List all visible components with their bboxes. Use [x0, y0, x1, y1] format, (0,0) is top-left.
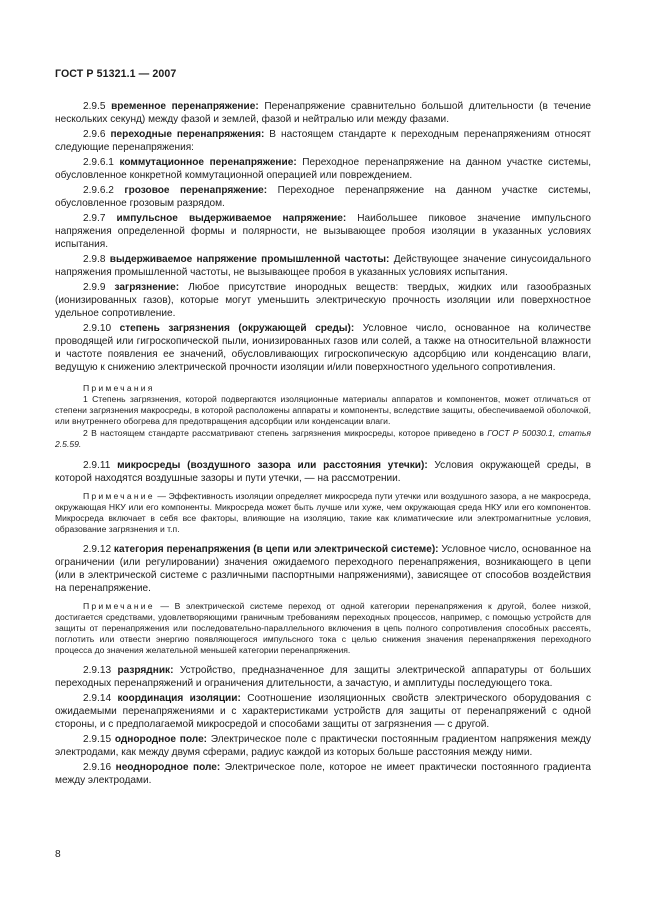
- clause-number: 2.9.8: [83, 254, 106, 265]
- clause-number: 2.9.5: [83, 101, 106, 112]
- definitions-block-2: [55, 459, 591, 485]
- term: разрядник:: [117, 665, 174, 676]
- definition-text: В настоящем стандарте к переходным перенапряжениям относят следующие перенапряжения:: [55, 129, 591, 153]
- term: временное перенапряжение:: [111, 101, 259, 112]
- definition-text: Условное число, основанное на количестве проводящей или гигроскопической пыли, ионизированных газов или солей, а также на относительной влажности и частоте появления ее значений, обусловливающих гигроскопическую адсорбцию или конденсацию влаги, ведущую к снижению электрической прочности изоляции и/или поверхностного удельного сопротивления.: [55, 323, 591, 373]
- term: однородное поле:: [114, 734, 208, 745]
- term: категория перенапряжения (в цепи или электрической системе):: [113, 544, 439, 555]
- term: переходные перенапряжения:: [110, 129, 265, 140]
- term: импульсное выдерживаемое напряжение:: [116, 213, 347, 224]
- term: коммутационное перенапряжение:: [119, 157, 297, 168]
- standard-header: ГОСТ Р 51321.1 — 2007: [55, 68, 177, 80]
- definition-2-9-11: [55, 459, 591, 485]
- definitions-block-4: [55, 664, 591, 787]
- clause-number: 2.9.11: [83, 460, 111, 471]
- definition-2-9-6-2: [55, 184, 591, 210]
- term: грозовое перенапряжение:: [124, 185, 268, 196]
- clause-number: 2.9.7: [83, 213, 106, 224]
- definition-text: Электрическое поле с практически постоянным градиентом напряжения между электродами, как между двумя сферами, радиус каждой из которых больше расстояния между ними.: [55, 734, 591, 758]
- term: степень загрязнения (окружающей среды):: [119, 323, 355, 334]
- note-2-text: 2 В настоящем стандарте рассматривают степень загрязнения микросреды, которое приведено в: [83, 428, 488, 438]
- note-label: Примечание: [83, 601, 155, 611]
- definition-2-9-15: [55, 733, 591, 759]
- clause-number: 2.9.13: [83, 665, 112, 676]
- definition-2-9-10: [55, 322, 591, 374]
- definition-text: Условия окружающей среды, в которой находятся воздушные зазоры и пути утечки, — на рассмотрении.: [55, 460, 591, 484]
- definition-text: Соотношение изоляционных свойств электрического оборудования с ожидаемыми перенапряжениями и с характеристиками устройств для защиты от перенапряжений с одной стороны, и с предполагаемой микросредой и способами защиты от загрязнения — с другой.: [55, 693, 591, 730]
- term: координация изоляции:: [117, 693, 241, 704]
- definition-text: Устройство, предназначенное для защиты электрической аппаратуры от больших переходных перенапряжений и ограничения длительности, а зачастую, и амплитуды последующего тока.: [55, 665, 591, 689]
- definitions-block-3: [55, 543, 591, 595]
- term: загрязнение:: [114, 282, 180, 293]
- definition-2-9-8: [55, 253, 591, 279]
- note-microenvironment: [55, 491, 591, 535]
- definition-text: Условное число, основанное на ограничении (или регулировании) значения ожидаемого переходного перенапряжения, возникающего в цепи (или в электрической системе с различными паспортными напряжениями), зависящее от способов воздействия на перенапряжение.: [55, 544, 592, 594]
- definition-text: Любое присутствие инородных веществ: твердых, жидких или газообразных (ионизированных газов), которые могут уменьшить электрическую прочность изоляции или поверхностное удельное сопротивление.: [55, 282, 591, 319]
- clause-number: 2.9.6.2: [83, 185, 114, 196]
- clause-number: 2.9.10: [83, 323, 112, 334]
- note-2: [55, 428, 591, 450]
- definition-2-9-13: [55, 664, 591, 690]
- note-overvoltage-category: [55, 601, 591, 656]
- notes-block-1: [55, 383, 591, 450]
- note-2-reference: ГОСТ Р 50030.1, статья 2.5.59.: [55, 428, 591, 449]
- definition-2-9-14: [55, 692, 591, 731]
- definition-2-9-12: [55, 543, 591, 595]
- clause-number: 2.9.14: [83, 693, 112, 704]
- clause-number: 2.9.9: [83, 282, 106, 293]
- note-text: — В электрической системе переход от одной категории перенапряжения к другой, более низкой, достигается средствами, удовлетворяющими граничным требованиям переходных процессов, например, с помощью устройств для защиты от перенапряжения или последовательно-параллельного включения в цепь полного сопротивления способных рассеять, поглотить или отвести энергию появляющегося импульсного тока с целью снижения значения перенапряжения переходного процесса до значения желательной меньшей категории перенапряжения.: [55, 601, 591, 655]
- note-text: — Эффективность изоляции определяет микросреда пути утечки или воздушного зазора, а не макросреда, окружающая НКУ или его компоненты. Микросреда может быть лучше или хуже, чем окружающая среда НКУ или его компонентов. Микросреда включает в себя все факторы, влияющие на изоляцию, такие как климатические или электромагнитные условия, образование загрязнения и т.п.: [55, 491, 591, 534]
- definition-text: Наибольшее пиковое значение импульсного напряжения определенной формы и полярности, не вызывающее пробоя изоляции в указанных условиях испытания.: [55, 213, 591, 250]
- definition-2-9-7: [55, 212, 591, 251]
- definition-2-9-16: [55, 761, 591, 787]
- term: микросреды (воздушного зазора или расстояния утечки):: [117, 460, 428, 471]
- definition-2-9-6-1: [55, 156, 591, 182]
- definitions-block-1: [55, 100, 591, 374]
- note-label: Примечание: [83, 491, 155, 501]
- term: неоднородное поле:: [115, 762, 221, 773]
- definition-text: Электрическое поле, которое не имеет практически постоянного градиента между электродами.: [55, 762, 591, 786]
- clause-number: 2.9.6: [83, 129, 106, 140]
- notes-title: Примечания: [83, 383, 155, 393]
- definition-text: Действующее значение синусоидального напряжения промышленной частоты, не вызывающее пробоя в указанных условиях испытания.: [55, 254, 592, 278]
- document-body: [55, 100, 591, 789]
- term: выдерживаемое напряжение промышленной частоты:: [109, 254, 390, 265]
- definition-2-9-9: [55, 281, 591, 320]
- definition-text: Переходное перенапряжение на данном участке системы, обусловленное конкретной коммутационной операцией или повреждением.: [55, 157, 591, 181]
- clause-number: 2.9.15: [83, 734, 112, 745]
- definition-2-9-5: [55, 100, 591, 126]
- note-1: 1 Степень загрязнения, которой подвергаются изоляционные материалы аппаратов и компонентов, может отличаться от степени загрязнения макросреды, в которой расположены аппараты и компоненты, вследствие защиты, обеспечиваемой оболочкой, или внутреннего обогрева для предотвращения адсорбции или конденсации влаги.: [55, 394, 591, 426]
- clause-number: 2.9.16: [83, 762, 112, 773]
- definition-text: Переходное перенапряжение на данном участке системы, обусловленное грозовым разрядом.: [55, 185, 591, 209]
- clause-number: 2.9.6.1: [83, 157, 114, 168]
- clause-number: 2.9.12: [83, 544, 112, 555]
- definition-text: Перенапряжение сравнительно большой длительности (в течение нескольких секунд) между фазой и землей, фазой и нейтралью или между фазами.: [55, 101, 591, 125]
- page-number: 8: [55, 849, 61, 860]
- definition-2-9-6: [55, 128, 591, 154]
